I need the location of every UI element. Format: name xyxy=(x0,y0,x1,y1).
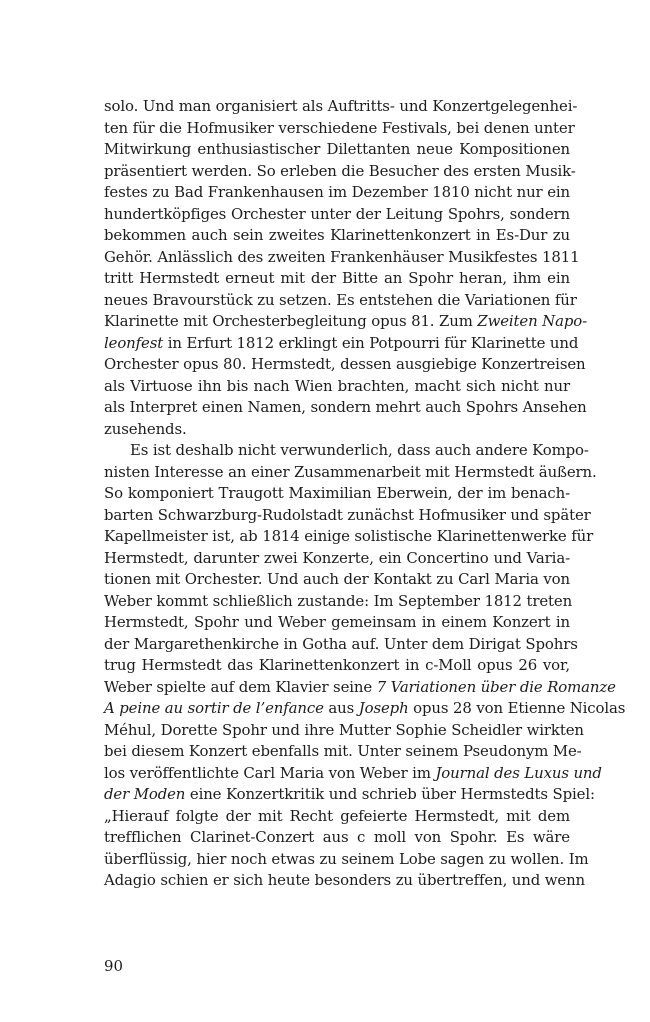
text-line xyxy=(104,161,576,181)
text-line xyxy=(104,290,577,310)
text-line xyxy=(104,548,570,568)
text-run: Weber kommt schließlich zustande: Im September 1812 treten xyxy=(104,591,573,610)
text-line xyxy=(104,677,616,697)
text-run: trug Hermstedt das Klarinettenkonzert in c-Moll opus 26 vor, xyxy=(104,656,570,674)
italic-title: der Moden xyxy=(104,785,186,803)
text-line xyxy=(104,849,589,869)
text-line xyxy=(104,333,579,353)
text-line xyxy=(104,354,586,374)
italic-title: leonfest xyxy=(104,333,164,352)
text-line xyxy=(104,569,570,589)
text-run: Es ist deshalb nicht verwunderlich, dass auch andere Kompo- xyxy=(130,441,589,459)
text-run: solo. Und man organisiert als Auftritts- und Konzertgelegenhei- xyxy=(104,97,578,115)
text-line xyxy=(104,870,586,890)
text-line xyxy=(104,784,595,804)
text-line xyxy=(104,591,573,611)
text-run: aus xyxy=(323,699,359,717)
text-line xyxy=(104,827,570,847)
italic-title: Joseph xyxy=(358,699,409,717)
text-line xyxy=(104,225,570,245)
text-run: Klarinette mit Orchesterbegleitung opus 81. Zum xyxy=(104,312,478,330)
text-line xyxy=(104,698,626,718)
text-run: barten Schwarzburg-Rudolstadt zunächst Hofmusiker und später xyxy=(104,505,591,524)
text-run: Adagio schien er sich heute besonders zu übertreffen, und wenn xyxy=(104,871,586,889)
text-run: tionen mit Orchester. Und auch der Kontakt zu Carl Maria von xyxy=(104,570,570,588)
text-run: Hermstedt, darunter zwei Konzerte, ein Concertino und Varia- xyxy=(104,548,570,567)
text-line xyxy=(104,397,587,417)
text-run: in Erfurt 1812 erklingt ein Potpourri für Klarinette und xyxy=(163,333,579,352)
text-run: als Virtuose ihn bis nach Wien brachten, macht sich nicht nur xyxy=(104,376,570,395)
text-run: „Hierauf folgte der mit Recht gefeierte Hermstedt, mit dem xyxy=(104,806,570,825)
text-run: Orchester opus 80. Hermstedt, dessen ausgiebige Konzertreisen xyxy=(104,355,586,373)
text-run: nisten Interesse an einer Zusammenarbeit mit Hermstedt äußern. xyxy=(104,462,597,481)
text-run: zusehends. xyxy=(104,419,187,438)
text-run: neues Bravourstück zu setzen. Es entstehen die Variationen für xyxy=(104,290,577,309)
text-line xyxy=(104,505,591,525)
text-run: der Margarethenkirche in Gotha auf. Unter dem Dirigat Spohrs xyxy=(104,634,578,653)
text-line xyxy=(104,311,588,331)
text-line xyxy=(104,118,575,138)
text-line xyxy=(104,741,582,761)
text-run: So komponiert Traugott Maximilian Eberwein, der im benach- xyxy=(104,484,570,502)
italic-title: 7 Variationen über die Romanze xyxy=(376,677,616,696)
page-number: 90 xyxy=(104,957,123,975)
text-run: präsentiert werden. So erleben die Besucher des ersten Musik- xyxy=(104,161,576,180)
italic-title: Journal des Luxus und xyxy=(435,763,602,782)
text-run: Gehör. Anlässlich des zweiten Frankenhäuser Musikfestes 1811 xyxy=(104,247,580,266)
text-line xyxy=(104,96,578,116)
text-line xyxy=(104,376,570,396)
text-run: als Interpret einen Namen, sondern mehrt auch Spohrs Ansehen xyxy=(104,398,587,416)
text-line xyxy=(104,247,580,267)
text-run: opus 28 von Etienne Nicolas xyxy=(408,699,626,717)
text-line xyxy=(104,268,570,288)
text-run: Kapellmeister ist, ab 1814 einige solistische Klarinettenwerke für xyxy=(104,527,594,545)
text-line xyxy=(104,139,570,159)
text-run: Hermstedt, Spohr und Weber gemeinsam in einem Konzert in xyxy=(104,613,570,631)
text-line xyxy=(104,763,602,783)
text-run: ten für die Hofmusiker verschiedene Festivals, bei denen unter xyxy=(104,118,575,137)
text-run: Méhul, Dorette Spohr und ihre Mutter Sophie Scheidler wirkten xyxy=(104,720,584,739)
italic-title: A peine au sortir de l’enfance xyxy=(104,699,324,717)
text-run: tritt Hermstedt erneut mit der Bitte an Spohr heran, ihm ein xyxy=(104,269,570,287)
text-line xyxy=(104,462,597,482)
text-run: bekommen auch sein zweites Klarinettenkonzert in Es-Dur zu xyxy=(104,226,570,244)
text-run: festes zu Bad Frankenhausen im Dezember 1810 nicht nur ein xyxy=(104,183,570,201)
text-run: eine Konzertkritik und schrieb über Hermstedts Spiel: xyxy=(185,785,595,803)
text-line xyxy=(104,634,578,654)
text-line xyxy=(104,182,570,202)
text-line xyxy=(104,655,570,675)
italic-title: Zweiten Napo- xyxy=(477,312,588,330)
text-run: trefflichen Clarinet-Conzert aus c moll von Spohr. Es wäre xyxy=(104,828,570,846)
text-line xyxy=(104,526,594,546)
text-line xyxy=(104,483,570,503)
text-line xyxy=(104,419,570,439)
text-run: Mitwirkung enthusiastischer Dilettanten neue Kompositionen xyxy=(104,140,570,158)
text-line xyxy=(104,440,589,460)
text-line xyxy=(104,720,584,740)
text-run: überflüssig, hier noch etwas zu seinem Lobe sagen zu wollen. Im xyxy=(104,849,589,868)
text-run: los veröffentlichte Carl Maria von Weber im xyxy=(104,763,436,782)
text-line xyxy=(104,612,570,632)
text-line xyxy=(104,204,570,224)
text-line xyxy=(104,806,570,826)
text-run: Weber spielte auf dem Klavier seine xyxy=(104,677,377,696)
text-run: bei diesem Konzert ebenfalls mit. Unter seinem Pseudonym Me- xyxy=(104,742,582,760)
text-run: hundertköpfiges Orchester unter der Leitung Spohrs, sondern xyxy=(104,204,570,223)
